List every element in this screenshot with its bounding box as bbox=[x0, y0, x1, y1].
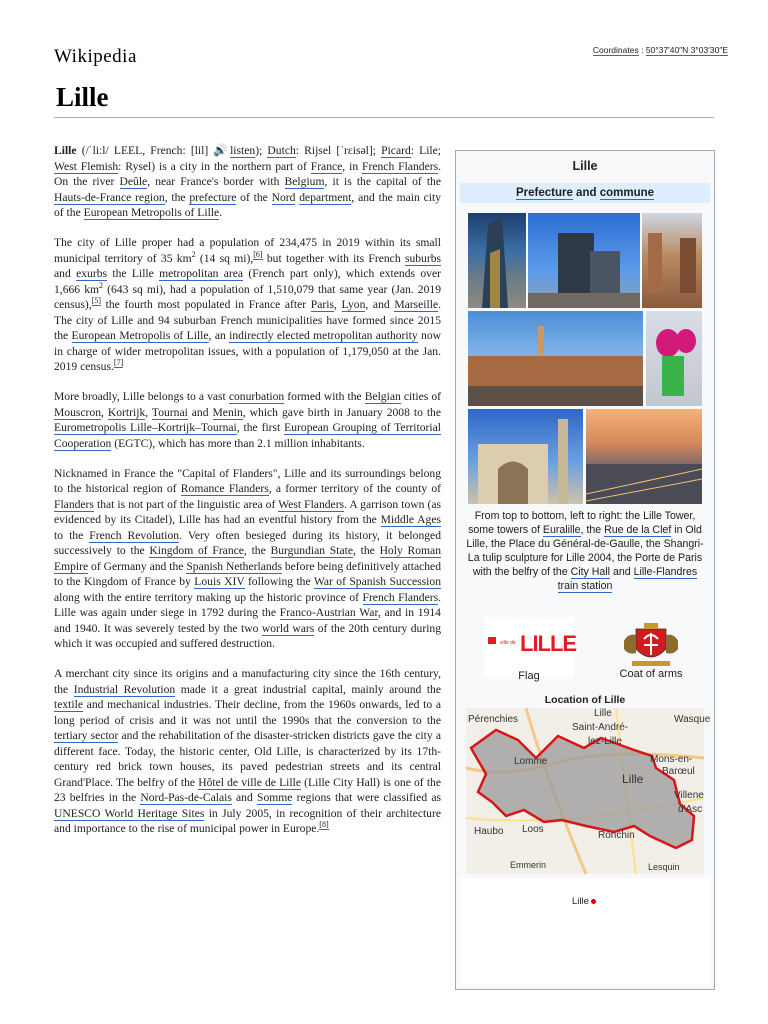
map-label: Loos bbox=[522, 824, 544, 835]
map-pin-text: Lille bbox=[572, 896, 589, 907]
pronunciation: (/ˈliːl/ LEEL, French: [lil] bbox=[81, 144, 209, 157]
text: in July 2005, in recognition of their architecture and importance to the rise of municipal power in Europe. bbox=[54, 806, 441, 835]
text: and bbox=[610, 566, 634, 578]
text: cities of bbox=[400, 390, 441, 403]
text: . bbox=[219, 206, 223, 219]
link-prefecture[interactable]: Prefecture bbox=[515, 187, 573, 199]
link-textile[interactable]: textile bbox=[54, 698, 83, 711]
infobox-subtitle bbox=[460, 183, 710, 203]
text: . A garrison town (as evidenced by its Citadel), Lille has had an eventful history from the bbox=[54, 497, 441, 526]
wikipedia-logo[interactable]: Wikipedia bbox=[54, 46, 137, 67]
coordinates-value-link[interactable]: 50°37′40″N 3°03′30″E bbox=[645, 45, 728, 55]
text: , the bbox=[352, 544, 380, 557]
location-map-title: Location of Lille bbox=[544, 694, 626, 706]
link-burgundian-state[interactable]: Burgundian State bbox=[270, 544, 353, 557]
reference-7[interactable]: [7] bbox=[113, 358, 124, 368]
link-tertiary-sector[interactable]: tertiary sector bbox=[54, 729, 119, 742]
text: formed with the bbox=[284, 390, 365, 403]
text: and the rehabilitation of the disaster-stricken districts gave the city a different face. Today, the historic center, Old Lille, is characterized by its 17th-century red brick town houses, its paved pedestrian streets and its central Grand'Place. The belfry of the bbox=[54, 729, 441, 789]
link-european-metropolis[interactable]: European Metropolis of Lille bbox=[71, 329, 209, 342]
link-rue-de-la-clef[interactable]: Rue de la Clef bbox=[604, 524, 672, 536]
text: : Lile; bbox=[410, 144, 442, 157]
coat-of-arms-image[interactable] bbox=[616, 621, 686, 671]
link-france[interactable]: France bbox=[310, 159, 343, 173]
link-hauts-de-france[interactable]: Hauts-de-France region bbox=[54, 190, 165, 204]
reference-5[interactable]: [5] bbox=[91, 296, 101, 306]
text: , a former territory of the county of bbox=[268, 482, 442, 495]
link-mouscron[interactable]: Mouscron bbox=[54, 405, 102, 419]
map-label: Lille bbox=[594, 708, 612, 719]
flag-image[interactable] bbox=[484, 617, 577, 677]
map-label: lez-Lille bbox=[588, 736, 622, 747]
map-label: Villene bbox=[674, 790, 704, 801]
link-suburbs[interactable]: suburbs bbox=[404, 251, 442, 265]
text: , the first bbox=[236, 421, 285, 434]
text: to the bbox=[54, 528, 90, 542]
text: . Very often besieged during its history, it belonged successively to the bbox=[54, 528, 441, 557]
location-map[interactable] bbox=[466, 708, 711, 874]
text: , the bbox=[243, 544, 271, 557]
photo-rue-de-la-clef[interactable] bbox=[642, 213, 702, 308]
text: (643 sq mi), had a population of 1,510,079 that same year (Jan. 2019 census), bbox=[54, 282, 441, 311]
link-euralille[interactable]: Euralille bbox=[542, 524, 581, 536]
link-exurbs[interactable]: exurbs bbox=[76, 267, 108, 280]
text: of the bbox=[236, 190, 272, 204]
link-middle-ages[interactable]: Middle Ages bbox=[380, 513, 441, 526]
text: (14 sq mi), bbox=[195, 251, 254, 265]
map-label: Saint-André- bbox=[572, 722, 629, 733]
text: , bbox=[101, 405, 108, 419]
text: and bbox=[572, 187, 600, 199]
link-belgian[interactable]: Belgian bbox=[364, 390, 401, 403]
text: along with the entire territory making up the historic province of bbox=[54, 590, 363, 604]
map-label: Lille bbox=[622, 772, 644, 786]
text: regions that were classified as bbox=[292, 791, 441, 804]
speaker-icon[interactable]: 🔊 bbox=[213, 144, 231, 157]
text: , in bbox=[342, 159, 363, 173]
text: (EGTC), which has more than 2.1 million inhabitants. bbox=[111, 436, 365, 450]
text: . The city of Lille and 94 suburban French municipalities have formed since 2015 the bbox=[54, 298, 442, 342]
text: in Old Lille, the Place du Général-de-Gaulle, the Shangri-La tulip sculpture for Lille 2004, the Porte de Paris with the belfry of the bbox=[466, 524, 704, 578]
link-french-flanders[interactable]: French Flanders bbox=[362, 159, 439, 173]
text: , and in 1914 and 1940. It was severely tested by the two bbox=[54, 606, 441, 635]
link-conurbation[interactable]: conurbation bbox=[228, 390, 285, 403]
coordinates-separator: : bbox=[638, 45, 646, 55]
link-unesco[interactable]: UNESCO World Heritage Sites bbox=[54, 806, 205, 820]
map-label: Mons-en- bbox=[650, 754, 693, 765]
text: but together with its French bbox=[262, 251, 405, 265]
text: and bbox=[54, 267, 77, 280]
map-label: Haubo bbox=[474, 826, 504, 837]
link-kortrijk[interactable]: Kortrijk bbox=[107, 405, 146, 419]
link-tournai[interactable]: Tournai bbox=[151, 405, 188, 419]
text: , and bbox=[365, 298, 395, 311]
coat-of-arms-label: Coat of arms bbox=[619, 668, 683, 680]
title-divider bbox=[54, 117, 714, 118]
lead-term: Lille bbox=[54, 144, 77, 157]
text: of Germany and the bbox=[88, 559, 187, 573]
listen-link[interactable]: listen bbox=[230, 144, 256, 157]
flag-small-text: ville de bbox=[500, 640, 516, 646]
link-flanders[interactable]: Flanders bbox=[54, 497, 94, 511]
text: of the 20th century during which it was occupied and suffered destruction. bbox=[54, 621, 442, 650]
text: Nicknamed in France the "Capital of Flanders", Lille and its surroundings belong to the historical region of bbox=[54, 466, 441, 495]
secondary-location-map[interactable] bbox=[460, 878, 710, 984]
text: , and the main city of the bbox=[54, 190, 441, 219]
infobox bbox=[455, 150, 715, 990]
link-louis-xiv[interactable]: Louis XIV bbox=[194, 575, 245, 588]
map-pin-icon bbox=[591, 899, 596, 904]
text: More broadly, Lille belongs to a vast bbox=[54, 390, 229, 403]
link-egtc[interactable]: European Grouping of Territorial Cooperation bbox=[54, 421, 441, 450]
photo-place-general-de-gaulle[interactable] bbox=[468, 311, 643, 406]
photo-euralille-towers[interactable] bbox=[528, 213, 640, 308]
reference-8[interactable]: [8] bbox=[319, 820, 329, 830]
link-department[interactable]: department bbox=[299, 190, 352, 204]
link-west-flanders[interactable]: West Flanders bbox=[278, 497, 345, 511]
link-hotel-de-ville[interactable]: Hôtel de ville de Lille bbox=[198, 775, 301, 789]
paragraph-population bbox=[54, 235, 441, 375]
text: and bbox=[187, 405, 213, 419]
page-title: Lille bbox=[56, 82, 109, 112]
text: , bbox=[333, 298, 342, 311]
link-dutch[interactable]: Dutch bbox=[267, 144, 296, 157]
link-nord-pas-de-calais[interactable]: Nord-Pas-de-Calais bbox=[140, 791, 232, 804]
infobox-title: Lille bbox=[572, 159, 598, 173]
link-european-metropolis[interactable]: European Metropolis of Lille bbox=[83, 206, 220, 219]
photo-lille-flandres-station[interactable] bbox=[586, 409, 702, 504]
text: , the bbox=[164, 190, 190, 204]
paragraph-conurbation bbox=[54, 389, 441, 451]
link-world-wars[interactable]: world wars bbox=[261, 621, 315, 635]
map-label: Lesquin bbox=[648, 862, 680, 872]
map-label: Lomme bbox=[514, 756, 548, 767]
link-nord[interactable]: Nord bbox=[271, 190, 296, 204]
text: , bbox=[145, 405, 152, 419]
link-metropolitan-area[interactable]: metropolitan area bbox=[159, 267, 244, 280]
text: , the bbox=[580, 524, 605, 536]
photo-porte-de-paris[interactable] bbox=[468, 409, 583, 504]
text: , an bbox=[208, 329, 230, 342]
text: now in charge of wider metropolitan issues, with a population of 1,179,050 at the Jan. 2019 census. bbox=[54, 329, 442, 373]
text: and mechanical industries. Their decline, from the 1960s onwards, led to a long period of crisis and it was not until the 1990s that the conversion to the bbox=[54, 698, 441, 727]
article-body bbox=[54, 143, 441, 851]
link-deule[interactable]: Deûle bbox=[119, 175, 148, 188]
coordinates bbox=[593, 45, 728, 55]
text: following the bbox=[244, 575, 314, 588]
link-french-revolution[interactable]: French Revolution bbox=[89, 528, 180, 542]
map-label: d'Asc bbox=[678, 804, 703, 815]
link-belgium[interactable]: Belgium bbox=[284, 175, 325, 188]
text: The city of Lille proper had a population of 234,475 in 2019 within its small municipal territory of 35 km bbox=[54, 236, 441, 265]
link-war-of-spanish-succession[interactable]: War of Spanish Succession bbox=[313, 575, 441, 588]
link-paris[interactable]: Paris bbox=[310, 298, 334, 311]
map-label: Emmerin bbox=[510, 860, 547, 870]
link-industrial-revolution[interactable]: Industrial Revolution bbox=[73, 682, 176, 696]
link-west-flemish[interactable]: West Flemish bbox=[54, 159, 119, 173]
text: A merchant city since its origins and a manufacturing city since the 16th century, the bbox=[54, 667, 441, 696]
map-label: Ronchin bbox=[598, 830, 635, 841]
link-picard[interactable]: Picard bbox=[381, 144, 411, 157]
link-kingdom-of-france[interactable]: Kingdom of France bbox=[149, 544, 244, 557]
map-label: Wasque bbox=[674, 714, 711, 725]
link-prefecture[interactable]: prefecture bbox=[189, 190, 237, 204]
flag-label: Flag bbox=[518, 670, 540, 682]
link-franco-austrian-war[interactable]: Franco-Austrian War bbox=[279, 606, 378, 619]
link-eurometropolis[interactable]: Eurometropolis Lille–Kortrijk–Tournai bbox=[54, 421, 237, 434]
link-spanish-netherlands[interactable]: Spanish Netherlands bbox=[186, 559, 282, 573]
photo-caption bbox=[464, 509, 706, 593]
link-marseille[interactable]: Marseille bbox=[394, 298, 439, 311]
link-lille-flandres[interactable]: Lille-Flandres train station bbox=[557, 566, 698, 592]
text: . On the river bbox=[54, 159, 441, 188]
map-pin-label bbox=[572, 896, 596, 907]
link-holy-roman-empire[interactable]: Holy Roman Empire bbox=[54, 544, 441, 573]
paragraph-history bbox=[54, 466, 441, 652]
link-metropolitan-authority[interactable]: indirectly elected metropolitan authority bbox=[229, 329, 418, 342]
text: the fourth most populated in France after bbox=[101, 298, 311, 311]
paragraph-economy bbox=[54, 666, 441, 837]
link-somme[interactable]: Somme bbox=[257, 791, 293, 804]
link-french-flanders[interactable]: French Flanders bbox=[362, 590, 439, 604]
superscript: 2 bbox=[99, 280, 104, 290]
reference-6[interactable]: [6] bbox=[253, 249, 263, 259]
paragraph-intro bbox=[54, 143, 441, 221]
text: ); bbox=[255, 144, 268, 157]
text: , which gave birth in January 2008 to the bbox=[242, 405, 441, 419]
text: , it is the capital of the bbox=[324, 175, 442, 188]
text: (Lille City Hall) is one of the 23 belfries in the bbox=[54, 775, 441, 804]
text: . Lille was again under siege in 1792 during the bbox=[54, 590, 441, 619]
superscript: 2 bbox=[191, 249, 196, 259]
map-label: Pérenchies bbox=[468, 714, 519, 725]
flag-big-text: LILLE bbox=[520, 631, 577, 656]
link-city-hall[interactable]: City Hall bbox=[570, 566, 611, 578]
link-romance-flanders[interactable]: Romance Flanders bbox=[180, 482, 269, 495]
text: : Rysel) is a city in the northern part of bbox=[118, 159, 311, 173]
text: that is not part of the linguistic area of bbox=[93, 497, 279, 511]
link-lyon[interactable]: Lyon bbox=[341, 298, 366, 311]
text: made it a great industrial capital, mainly around the bbox=[175, 682, 442, 696]
map-label: Barœul bbox=[662, 766, 695, 777]
text: and bbox=[231, 791, 257, 804]
text: the Lille bbox=[107, 267, 160, 280]
photo-shangri-la-tulip[interactable] bbox=[646, 311, 702, 406]
coordinates-label-link[interactable]: Coordinates bbox=[592, 45, 639, 55]
text: , near France's border with bbox=[147, 175, 285, 188]
link-commune[interactable]: commune bbox=[599, 187, 655, 199]
text: From top to bottom, left to right: the Lille Tower, some towers of bbox=[468, 510, 696, 536]
text: : Rijsel [ˈrɛisəl]; bbox=[295, 144, 382, 157]
link-menin[interactable]: Menin bbox=[212, 405, 243, 419]
text: (French part only), which extends over 1,666 km bbox=[54, 267, 441, 296]
photo-lille-tower[interactable] bbox=[468, 213, 526, 308]
text: before being definitively attached to the Kingdom of France by bbox=[54, 559, 441, 588]
